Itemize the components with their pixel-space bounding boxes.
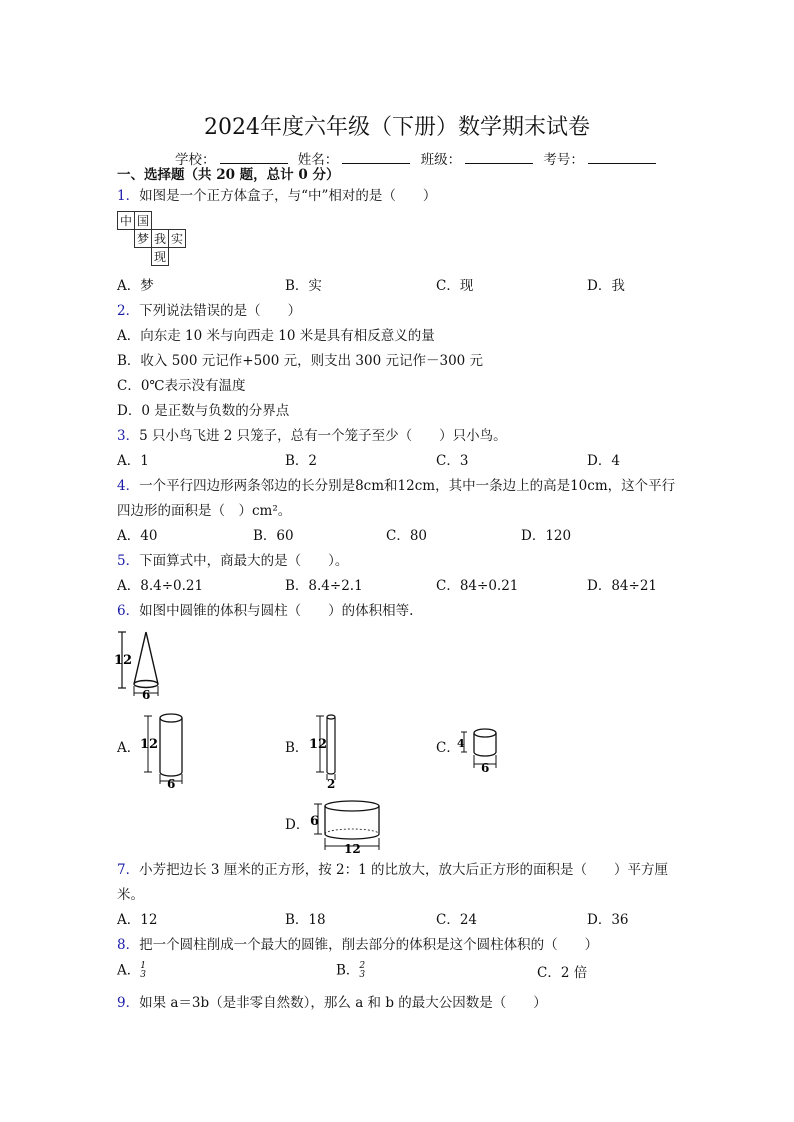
option-a[interactable]: A．40	[117, 528, 158, 544]
question-8	[117, 937, 598, 953]
option-c[interactable]: C．3	[436, 453, 469, 469]
question-text-cont: 四边形的面积是（ ）cm²。	[117, 503, 292, 519]
question-text: 如果 a＝3b（是非零自然数），那么 a 和 b 的最大公因数是（ ）	[139, 995, 547, 1011]
question-text: 小芳把边长 3 厘米的正方形，按 2：1 的比放大，放大后正方形的面积是（ ）平方厘	[139, 862, 669, 878]
option-b[interactable]: B．60	[253, 528, 294, 544]
option-a[interactable]: A．1	[117, 453, 149, 469]
option-c[interactable]: C．	[436, 740, 460, 756]
option-b-label: B．	[336, 962, 360, 979]
question-6	[117, 603, 413, 619]
student-info	[175, 148, 662, 168]
question-text: 如图是一个正方体盒子，与“中”相对的是（ ）	[139, 188, 437, 204]
option-a[interactable]: A．向东走 10 米与向西走 10 米是具有相反意义的量	[117, 328, 435, 344]
cone-figure	[112, 628, 172, 700]
cylinder-d-height: 6	[310, 814, 320, 829]
option-c[interactable]: C．80	[386, 528, 428, 544]
option-c[interactable]: C．84÷0.21	[436, 578, 519, 594]
numerator: 1	[140, 961, 146, 971]
option-a[interactable]: A．8.4÷0.21	[117, 578, 204, 594]
question-number: 5．	[117, 553, 140, 569]
name-label: 姓名：	[297, 152, 339, 168]
option-c[interactable]: C．0℃表示没有温度	[117, 378, 246, 394]
net-cell: 实	[169, 230, 186, 248]
question-number: 6．	[117, 603, 140, 619]
option-d[interactable]: D．0 是正数与负数的分界点	[117, 403, 290, 419]
option-a[interactable]: A．	[117, 740, 141, 756]
cylinder-a-height: 12	[140, 737, 159, 752]
question-number: 9．	[117, 995, 140, 1011]
option-d[interactable]: D．84÷21	[587, 578, 657, 594]
question-number: 4．	[117, 478, 140, 494]
option-a[interactable]: A．梦	[117, 278, 154, 294]
school-blank[interactable]	[220, 151, 288, 164]
question-5	[117, 553, 348, 569]
cone-diameter-label: 6	[142, 688, 151, 700]
net-cell: 国	[135, 212, 152, 230]
question-number: 1．	[117, 188, 140, 204]
option-b[interactable]: B．2	[285, 453, 318, 469]
denominator: 3	[140, 970, 146, 980]
question-text: 5 只小鸟飞进 2 只笼子，总有一个笼子至少（ ）只小鸟。	[139, 428, 507, 444]
option-b[interactable]	[336, 962, 365, 980]
question-1	[117, 188, 436, 204]
cylinder-c-diameter: 6	[481, 761, 490, 774]
name-blank[interactable]	[342, 151, 410, 164]
page-title: 2024年度六年级（下册）数学期末试卷	[204, 115, 590, 140]
cylinder-d-figure	[308, 796, 384, 854]
option-b[interactable]: B．8.4÷2.1	[285, 578, 363, 594]
fraction-two-thirds	[359, 962, 365, 980]
question-7	[117, 862, 668, 878]
question-3	[117, 428, 507, 444]
net-cell: 我	[152, 230, 169, 248]
option-d[interactable]: D．我	[587, 278, 625, 294]
option-a[interactable]: A．12	[117, 912, 158, 928]
question-number: 8．	[117, 937, 140, 953]
cylinder-b-height: 12	[309, 737, 328, 752]
net-cell: 现	[152, 248, 169, 266]
question-number: 2．	[117, 303, 140, 319]
numerator: 2	[359, 961, 366, 971]
question-number: 7．	[117, 862, 140, 878]
option-b[interactable]: B．	[285, 740, 309, 756]
question-2	[117, 303, 301, 319]
class-label: 班级：	[420, 152, 462, 168]
question-9	[117, 995, 547, 1011]
question-text: 如图中圆锥的体积与圆柱（ ）的体积相等.	[139, 603, 414, 619]
option-b[interactable]: B．18	[285, 912, 326, 928]
question-4	[117, 478, 675, 494]
question-number: 3．	[117, 428, 140, 444]
option-d[interactable]: D．	[285, 817, 310, 833]
option-c[interactable]: C．现	[436, 278, 474, 294]
denominator: 3	[359, 970, 366, 980]
option-a[interactable]	[117, 962, 146, 980]
net-cell: 梦	[135, 230, 152, 248]
option-d[interactable]: D．4	[587, 453, 620, 469]
question-text: 下面算式中，商最大的是（ ）。	[139, 553, 349, 569]
option-d[interactable]: D．36	[587, 912, 629, 928]
option-c[interactable]: C．2 倍	[537, 965, 588, 981]
question-text: 一个平行四边形两条邻边的长分别是8cm和12cm，其中一条边上的高是10cm，这个平行	[139, 478, 676, 494]
cylinder-c-figure	[456, 724, 506, 774]
class-blank[interactable]	[465, 151, 533, 164]
exam-no-blank[interactable]	[588, 151, 656, 164]
cube-net	[117, 211, 186, 266]
cone-height-label: 12	[114, 653, 133, 668]
option-c[interactable]: C．24	[436, 912, 478, 928]
cylinder-d-diameter: 12	[344, 842, 361, 854]
question-text: 下列说法错误的是（ ）	[139, 303, 302, 319]
school-label: 学校：	[175, 152, 216, 168]
cylinder-b-diameter: 2	[327, 777, 336, 790]
cylinder-b-figure	[304, 710, 348, 790]
option-d[interactable]: D．120	[521, 528, 572, 544]
exam-no-label: 考号：	[543, 152, 584, 168]
option-b[interactable]: B．实	[285, 278, 322, 294]
option-a-label: A．	[117, 962, 141, 979]
fraction-one-third	[140, 962, 146, 980]
net-cell: 中	[118, 212, 135, 230]
question-text: 把一个圆柱削成一个最大的圆锥，削去部分的体积是这个圆柱体积的（ ）	[139, 937, 599, 953]
cylinder-c-height: 4	[457, 737, 465, 750]
cylinder-a-diameter: 6	[167, 777, 176, 790]
option-b[interactable]: B．收入 500 元记作+500 元，则支出 300 元记作－300 元	[117, 353, 484, 369]
section-heading: 一、选择题（共 20 题，总计 0 分）	[117, 167, 340, 183]
question-text-cont: 米。	[117, 887, 144, 903]
cylinder-a-figure	[138, 710, 198, 790]
